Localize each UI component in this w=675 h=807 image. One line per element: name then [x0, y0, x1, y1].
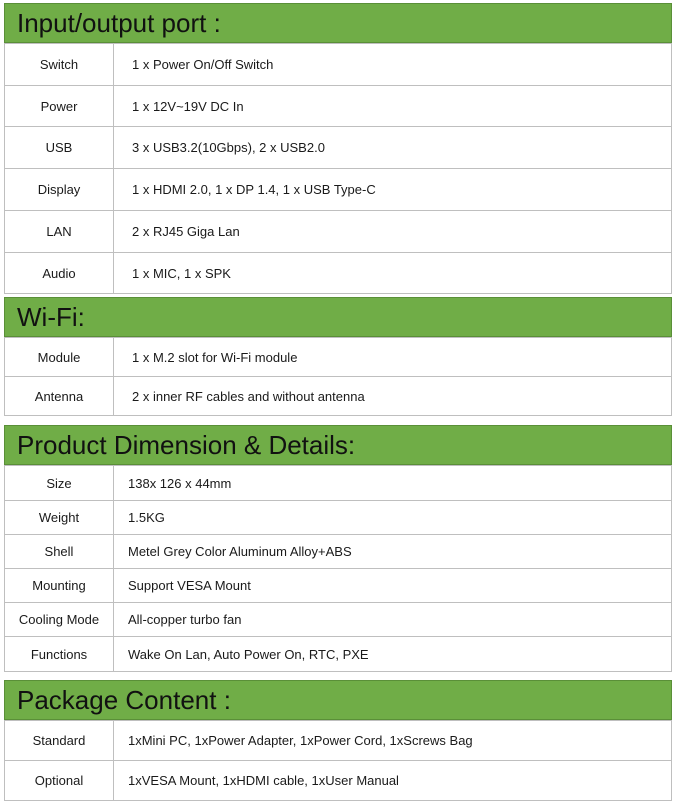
table-row	[5, 569, 672, 603]
spec-table	[4, 43, 672, 294]
table-row	[5, 603, 672, 637]
spec-value: 1 x Power On/Off Switch	[114, 44, 672, 86]
spec-value: 1 x HDMI 2.0, 1 x DP 1.4, 1 x USB Type-C	[114, 169, 672, 211]
spec-key: Standard	[5, 721, 114, 761]
section-title: Wi-Fi:	[4, 297, 672, 337]
spec-key: Display	[5, 169, 114, 211]
spec-value: 1 x MIC, 1 x SPK	[114, 253, 672, 294]
table-row	[5, 44, 672, 86]
spec-value: 1xMini PC, 1xPower Adapter, 1xPower Cord, 1xScrews Bag	[114, 721, 672, 761]
table-row	[5, 169, 672, 211]
spec-value: 1 x 12V~19V DC In	[114, 86, 672, 127]
table-row	[5, 377, 672, 416]
spec-value: Support VESA Mount	[114, 569, 672, 603]
table-row	[5, 466, 672, 501]
spec-key: Power	[5, 86, 114, 127]
spec-table	[4, 465, 672, 672]
section-title: Input/output port :	[4, 3, 672, 43]
table-row	[5, 127, 672, 169]
spec-key: Antenna	[5, 377, 114, 416]
table-row	[5, 338, 672, 377]
section-input-output-port	[4, 3, 672, 294]
spec-key: LAN	[5, 211, 114, 253]
table-row	[5, 501, 672, 535]
section-title: Product Dimension & Details:	[4, 425, 672, 465]
section-title: Package Content :	[4, 680, 672, 720]
spec-value: Wake On Lan, Auto Power On, RTC, PXE	[114, 637, 672, 672]
section-product-dimension	[4, 425, 672, 672]
table-row	[5, 721, 672, 761]
spec-value: 1xVESA Mount, 1xHDMI cable, 1xUser Manual	[114, 761, 672, 801]
table-row	[5, 211, 672, 253]
spec-value: 1.5KG	[114, 501, 672, 535]
spec-table	[4, 337, 672, 416]
spec-value: 2 x inner RF cables and without antenna	[114, 377, 672, 416]
table-row	[5, 535, 672, 569]
spec-key: Mounting	[5, 569, 114, 603]
table-row	[5, 86, 672, 127]
spec-key: Audio	[5, 253, 114, 294]
spec-key: Shell	[5, 535, 114, 569]
spec-key: Optional	[5, 761, 114, 801]
section-wifi	[4, 297, 672, 416]
table-row	[5, 637, 672, 672]
spec-key: Switch	[5, 44, 114, 86]
spec-value: 138x 126 x 44mm	[114, 466, 672, 501]
section-package-content	[4, 680, 672, 801]
spec-key: Size	[5, 466, 114, 501]
spec-table	[4, 720, 672, 801]
spec-key: Module	[5, 338, 114, 377]
table-row	[5, 253, 672, 294]
spec-key: Cooling Mode	[5, 603, 114, 637]
table-row	[5, 761, 672, 801]
spec-value: 1 x M.2 slot for Wi-Fi module	[114, 338, 672, 377]
spec-key: Functions	[5, 637, 114, 672]
spec-value: All-copper turbo fan	[114, 603, 672, 637]
spec-key: USB	[5, 127, 114, 169]
spec-key: Weight	[5, 501, 114, 535]
spec-value: 3 x USB3.2(10Gbps), 2 x USB2.0	[114, 127, 672, 169]
spec-value: Metel Grey Color Aluminum Alloy+ABS	[114, 535, 672, 569]
spec-value: 2 x RJ45 Giga Lan	[114, 211, 672, 253]
